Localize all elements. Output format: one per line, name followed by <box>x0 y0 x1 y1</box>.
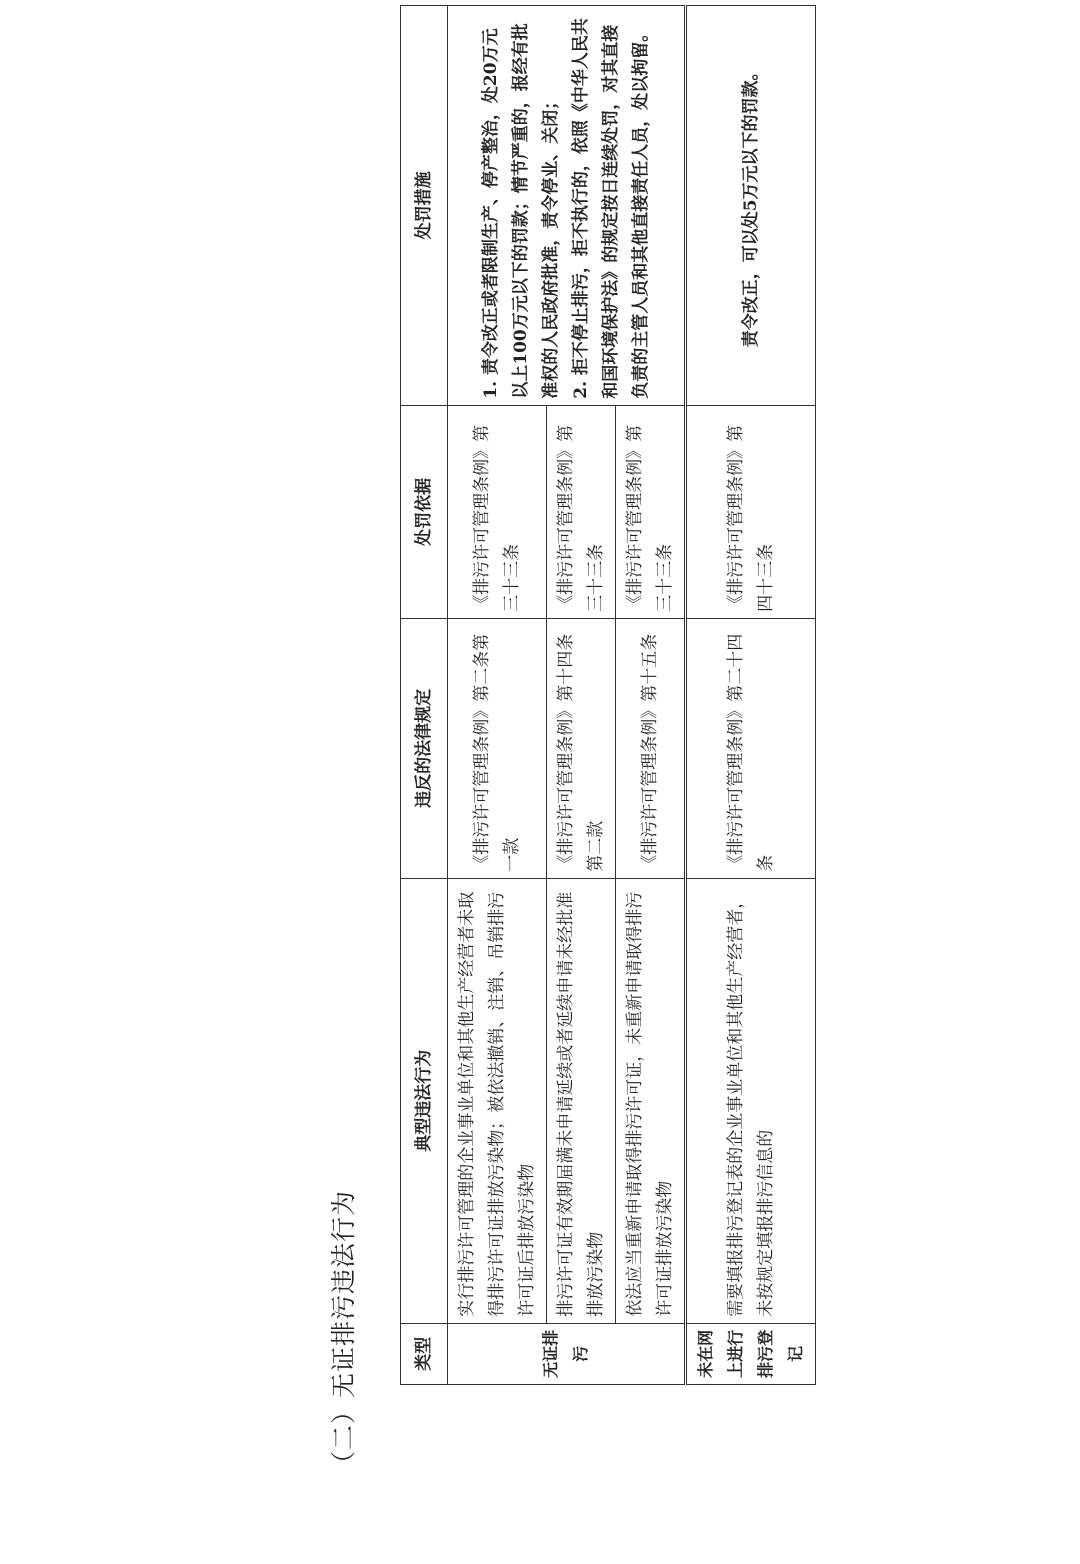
basis-cell: 《排污许可管理条例》第四十三条 <box>686 405 816 618</box>
header-type: 类型 <box>401 1323 448 1384</box>
behavior-cell: 依法应当重新申请取得排污许可证，未重新申请取得排污许可证排放污染物 <box>616 878 686 1323</box>
law-cell: 《排污许可管理条例》第十五条 <box>616 618 686 878</box>
behavior-cell: 实行排污许可管理的企业事业单位和其他生产经营者未取得排污许可证排放污染物；被依法撤销、注销、吊销排污许可证后排放污染物 <box>448 878 547 1323</box>
header-basis: 处罚依据 <box>401 405 448 618</box>
category-cell: 未在网上进行排污登记 <box>686 1323 816 1384</box>
basis-cell: 《排污许可管理条例》第三十三条 <box>448 405 547 618</box>
header-law: 违反的法律规定 <box>401 618 448 878</box>
table-row <box>448 6 547 1385</box>
behavior-cell: 需要填报排污登记表的企业事业单位和其他生产经营者，未按规定填报排污信息的 <box>686 878 816 1323</box>
basis-cell: 《排污许可管理条例》第三十三条 <box>616 405 686 618</box>
law-cell: 《排污许可管理条例》第十四条第二款 <box>547 618 616 878</box>
law-cell: 《排污许可管理条例》第二十四条 <box>686 618 816 878</box>
header-penalty: 处罚措施 <box>401 6 448 406</box>
section-title: （二）无证排污违法行为 <box>329 1189 358 1476</box>
penalty-cell <box>448 6 686 406</box>
category-cell: 无证排污 <box>448 1323 686 1384</box>
violation-table <box>400 5 816 1385</box>
basis-cell: 《排污许可管理条例》第三十三条 <box>547 405 616 618</box>
behavior-cell: 排污许可证有效期届满未申请延续或者延续申请未经批准排放污染物 <box>547 878 616 1323</box>
header-behavior: 典型违法行为 <box>401 878 448 1323</box>
table-row <box>686 6 816 1385</box>
penalty-text: 1. 责令改正或者限制生产、停产整治，处20万元以上100万元以下的罚款；情节严重的，报经有批准权的人民政府批准，责令停业、关闭； 2. 拒不停止排污，拒不执行的，依照《中华人民共和国环境保护法》的规定按日连续处罚，对其直接负责的主管人员和其他直接责任人员，处以拘留。 <box>481 18 651 399</box>
table-header-row <box>401 6 448 1385</box>
rotated-page <box>326 18 805 1476</box>
penalty-cell: 责令改正，可以处5万元以下的罚款。 <box>686 6 816 406</box>
law-cell: 《排污许可管理条例》第二条第一款 <box>448 618 547 878</box>
